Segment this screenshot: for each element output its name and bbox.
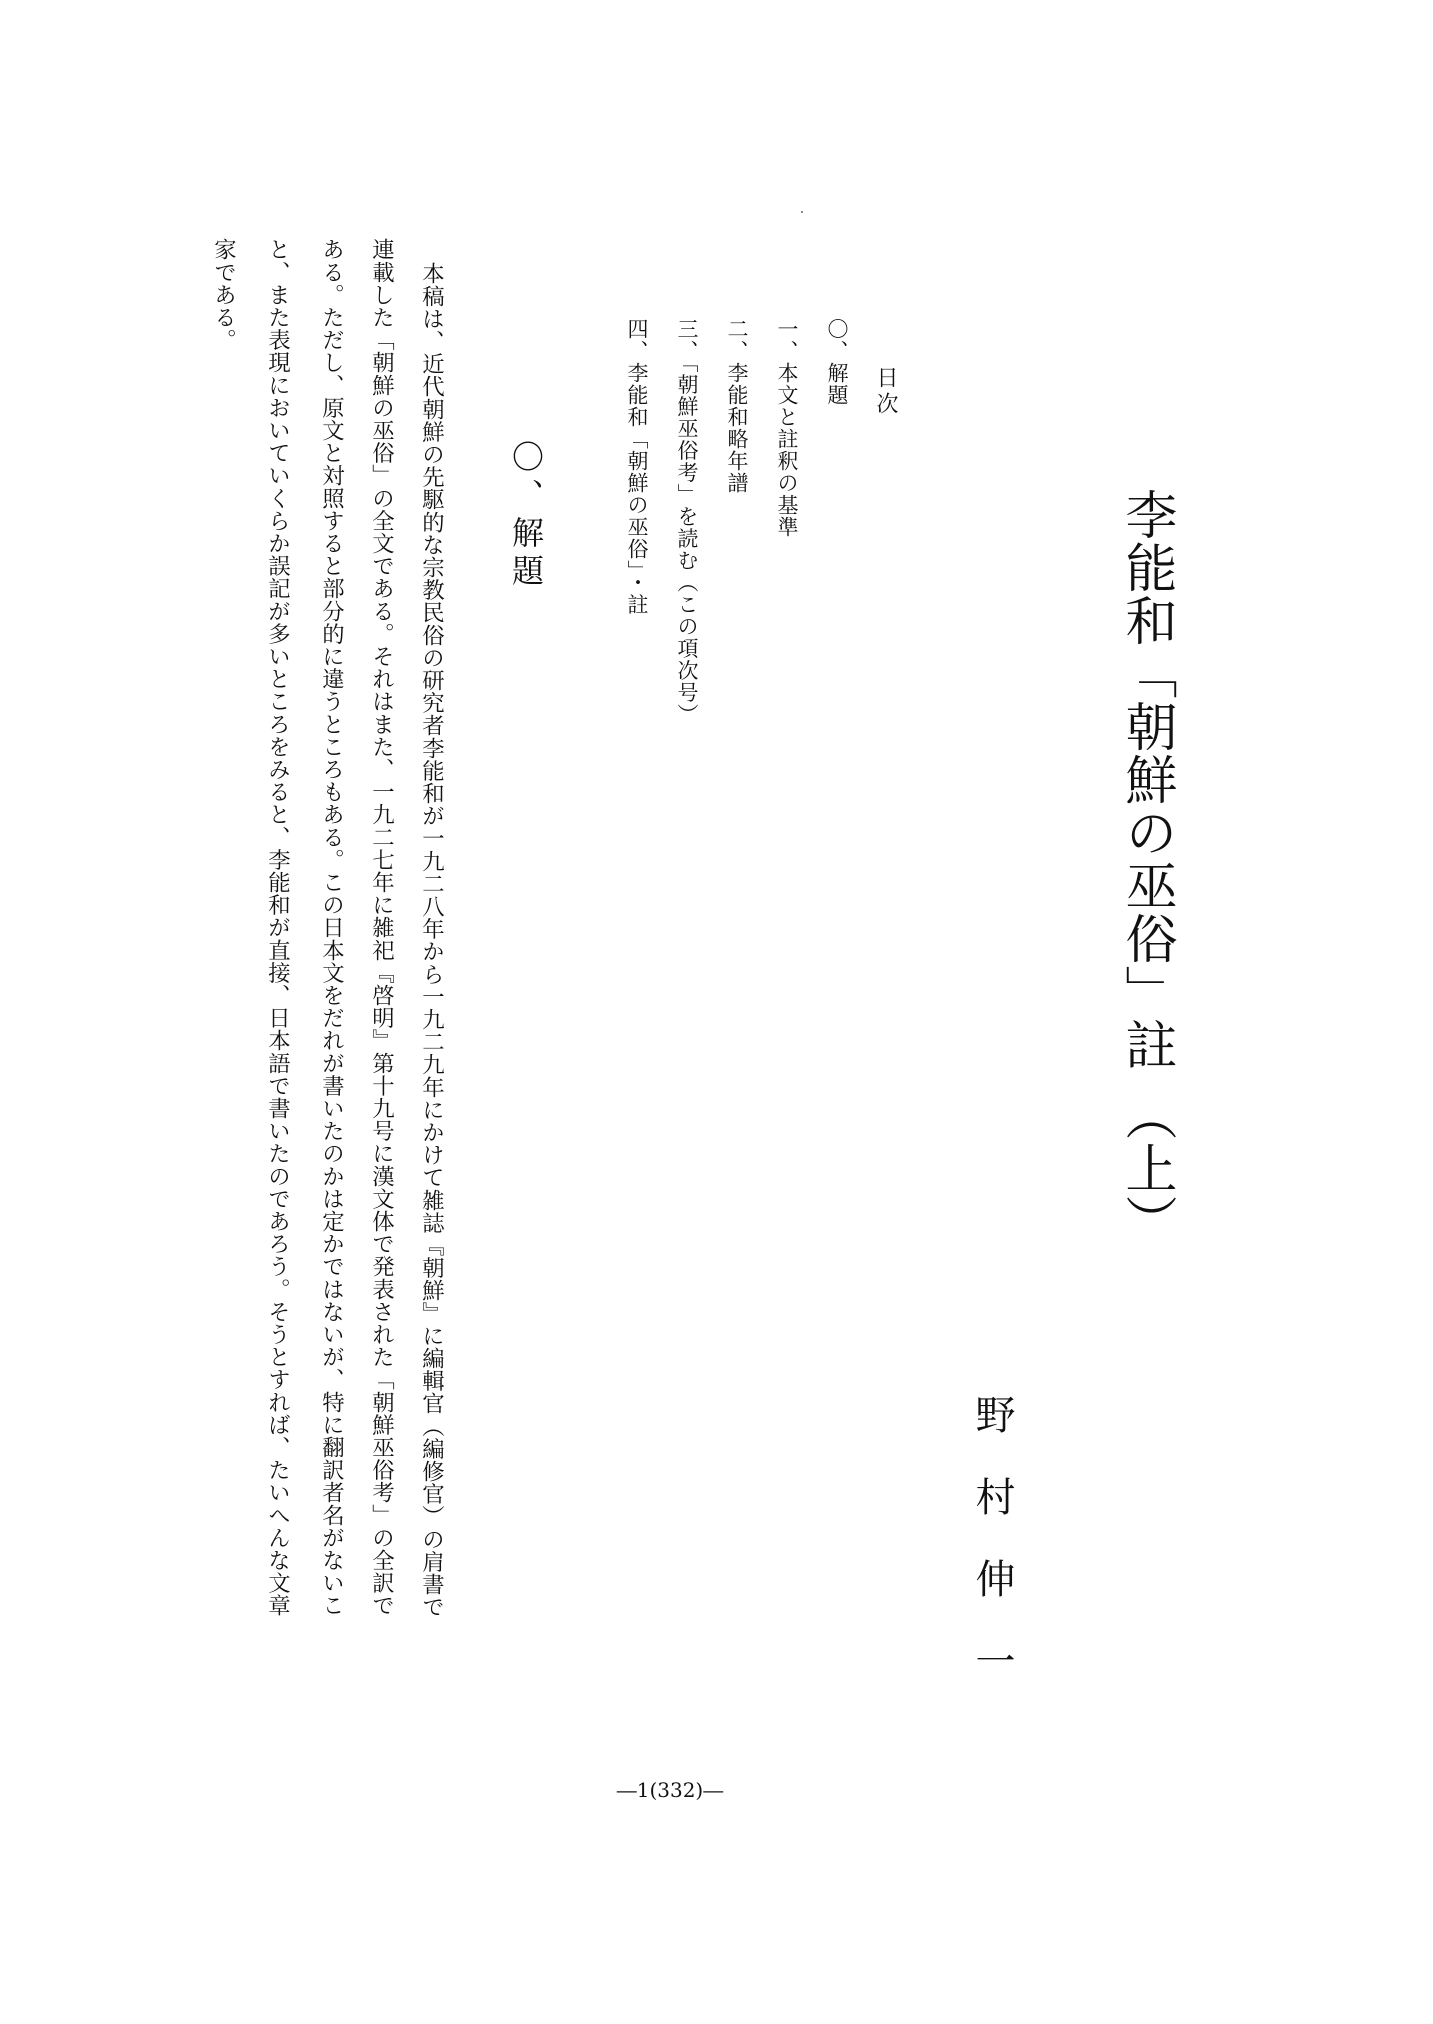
toc-heading: 日次: [873, 366, 898, 418]
toc-item: 三、「朝鮮巫俗考」を読む（この項次号）: [675, 318, 699, 726]
author-name: 野村伸一: [969, 1394, 1015, 1722]
article-title: 李能和「朝鮮の巫俗」註 （上）: [1116, 488, 1176, 1248]
body-line: ある。ただし、原文と対照すると部分的に違うところもある。この日本文をだれが書いたのかは定かではないが、特に翻訳者名がないこ: [318, 238, 345, 1617]
toc-item: 一、本文と註釈の基準: [775, 318, 799, 538]
scan-speck: [801, 211, 803, 213]
section-heading: 〇、解題: [507, 440, 545, 592]
body-line: 家である。: [210, 238, 237, 351]
toc-item: 四、李能和「朝鮮の巫俗」・註: [625, 318, 649, 616]
page-number: ―1(332)―: [616, 1778, 724, 1802]
body-line: と、また表現においていくらか誤記が多いところをみると、李能和が直接、日本語で書いたのであろう。そうとすれば、たいへんな文章: [264, 238, 291, 1617]
toc-item: 二、李能和略年譜: [725, 318, 749, 494]
toc-item: 〇、解題: [825, 318, 849, 406]
body-line: 連載した「朝鮮の巫俗」の全文である。それはまた、一九二七年に雑祀『啓明』第十九号に漢文体で発表された「朝鮮巫俗考」の全訳で: [368, 238, 395, 1617]
body-line: 本稿は、近代朝鮮の先駆的な宗教民俗の研究者李能和が一九二八年から一九二九年にかけて雑誌『朝鮮』に編輯官（編修官）の肩書で: [418, 262, 445, 1618]
